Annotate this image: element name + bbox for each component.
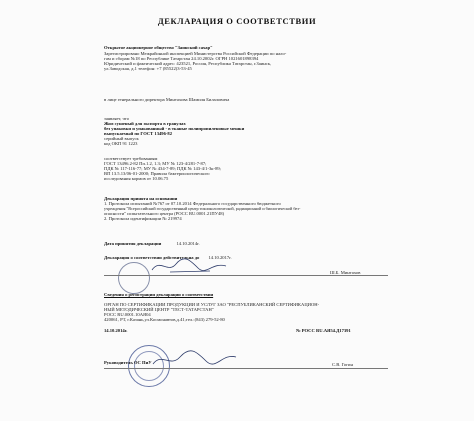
basis-line: 1. Протокола испытаний №767 от 07.10.2014 Федерального государственного бюджетного [104, 201, 281, 206]
applicant-signature [150, 256, 230, 276]
product-line: выпускаемый по ГОСТ 13496-82 [104, 131, 172, 136]
head-signer-name: С.В. Гогин [332, 362, 353, 367]
registration-line: РОСС RU.0001.10АЯ04 [104, 312, 151, 317]
applicant-name: Открытое акционерное общество "Заинский сахар" [104, 45, 213, 50]
applicant-signer-name: Ш.Б. Минтахов [330, 270, 361, 275]
head-signature [150, 348, 240, 370]
requirements-line: ПДК № 117-116-77; МУ № 434-7-89; ПДК № 143-4/1-3к-89; [104, 166, 221, 171]
product-line: Жом сушеный для экспорта в гранулах [104, 121, 186, 126]
signature-line-head [104, 368, 388, 369]
basis-block [104, 196, 300, 221]
registration-date: 14.10.2014г. [104, 328, 128, 333]
requirements-line: исследования кормов от 10.06.75 [104, 176, 169, 181]
basis-line: опасности" испытательного центра (РОСС RU.0001.21ПУ48) [104, 211, 225, 216]
registration-line: ОРГАН ПО СЕРТИФИКАЦИИ ПРОДУКЦИИ И УСЛУГ ЗАО "РЕСПУБЛИКАНСКИЙ СЕРТИФИКАЦИОН- [104, 302, 320, 307]
registration-line: НЫЙ МЕТОДИЧЕСКИЙ ЦЕНТР "ТЕСТ-ТАТАРСТАН" [104, 307, 214, 312]
product-block [104, 116, 244, 146]
valid-until-value: 14.10.2017г. [208, 255, 232, 260]
applicant-line: гам и сборам №18 по Республике Татарстан 24.10.2002г. ОГРН 1021601898394 [104, 56, 259, 61]
applicant-line: Юридический и фактический адрес: 423521, Россия, Республика Татарстан, г.Заинск, [104, 61, 272, 66]
registration-line: 420061, РТ, г.Казань,ул.Космонавтов,д.41,тел.:(843) 279-52-80 [104, 317, 225, 322]
product-line: серийный выпуск [104, 136, 139, 141]
requirements-block [104, 156, 221, 181]
valid-until-label: Декларация о соответствии действительна до [104, 255, 200, 260]
signature-line-applicant [104, 275, 388, 276]
head-label: Руководитель ОС ПиУ [104, 360, 152, 365]
applicant-stamp [118, 262, 150, 294]
date-accepted-label: Дата принятия декларации [104, 241, 162, 246]
registration-title: Сведения о регистрации декларации о соответствии [104, 292, 214, 297]
applicant-line: ул.Заводская, д.1 телефон: +7 (85522)3-53-45 [104, 66, 192, 71]
product-line: заявляет, что [104, 116, 130, 121]
date-accepted-value: 14.10.2014г. [176, 241, 200, 246]
basis-line: 2. Протокола идентификации № 219974 [104, 216, 182, 221]
requirements-line: соответствует требованиям [104, 156, 158, 161]
date-accepted-row [104, 241, 200, 246]
registration-number: № РОСС RU.АЯ54.Д17391 [296, 328, 351, 333]
basis-line: учреждения "Всероссийский государственный центр токсикологической, радиационной и биологической без- [104, 206, 301, 211]
applicant-line: Зарегистрировано Межрайонной инспекцией Министерства Российской Федерации по нало- [104, 51, 287, 56]
applicant-details [104, 51, 286, 71]
representative-line: в лице генерального директора Минтахова Шамиля Билаловича [104, 97, 230, 102]
basis-line: Декларация принята на основании [104, 196, 178, 201]
requirements-line: ВП 13.5.13/06-01-2000; Правила бактериологического [104, 171, 210, 176]
product-line: код ОКП 91 1223 [104, 141, 138, 146]
product-line: без упаковки и упакованный - в тканые полипропиленовые мешки [104, 126, 245, 131]
document-title: ДЕКЛАРАЦИЯ О СООТВЕТСТВИИ [157, 16, 317, 26]
registration-block [104, 302, 319, 322]
requirements-line: ГОСТ 13496.2-82 Пп.1.2, 1.3; МУ № 123-4/281-7-87; [104, 161, 207, 166]
